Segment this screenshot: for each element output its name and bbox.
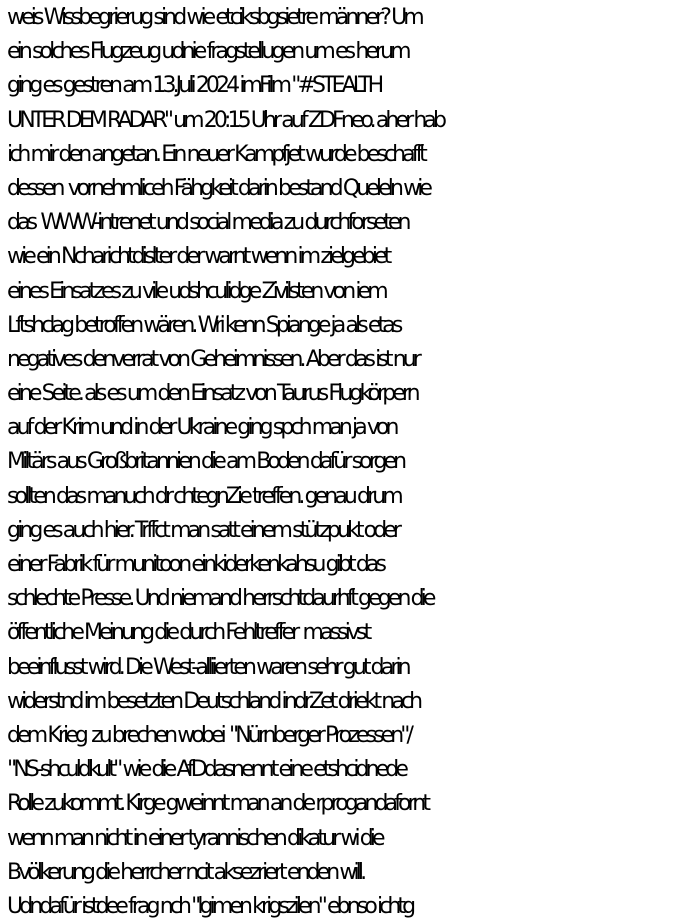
text-line: weis Wissbegrierug sind wie etciksbgsietre männer? Um bbox=[7, 5, 421, 30]
text-line: sollten das manuch dr chtegnZie treffen. genau drum bbox=[7, 483, 400, 509]
text-line: dessen vornehmliceh Fähgkeit darin bestand Queleln wie bbox=[7, 175, 430, 201]
text-line: Lftshclag betroffen wären. Wri kenn Spiange ja als etas bbox=[7, 312, 400, 338]
text-line: eine Seite. als es um den Einsatz von Taurus Flugkörpern bbox=[7, 381, 417, 407]
text-line: ging es gestren am 13.Juli 2024 imFilm "#STEALTH bbox=[7, 73, 381, 99]
text-line: "NS-shculdkult" wie die AfDdasnennt eine etshcidnede bbox=[7, 757, 405, 783]
text-line: negatives denverrat von Geheimnissen. Aber das ist nur bbox=[7, 346, 418, 372]
text-line: wenn man nicht in einer tyrannischen dikatur wi die bbox=[7, 825, 382, 851]
text-line: Udndafür istdee frag nch "lgimen krigszilen" ebnso ichtg bbox=[7, 893, 413, 919]
text-line: einer Fabrik für munitoon einkiderkenkahsu gibt das bbox=[7, 552, 384, 577]
text-line: auf der Krim und in der Ukraine ging spch man ja von bbox=[7, 415, 396, 441]
text-line: Rolle zukommt. Kirge gweinnt man an de rprogandafornt bbox=[7, 791, 428, 817]
text-line: ging es auch hier. Trffct man satt einem stützpukt oder bbox=[7, 517, 399, 543]
text-line: eines Einsatzes zu vile udshculidge Zivilsten von iem bbox=[7, 278, 385, 304]
text-line: Bvölkerung die herrcher ncit aksezriert enden will. bbox=[7, 859, 364, 885]
text-line: das WWW-intrenet und social media zu durchforseten bbox=[7, 210, 408, 236]
text-line: ein solches Flugzeug udnie fragstellugen um es herum bbox=[7, 39, 408, 65]
text-line: wie ein Ncharichtdislter der warnt wenn im zielgebiet bbox=[7, 244, 389, 270]
text-line: schlechte Presse. Und niemand herrschtdaurhft gegen die bbox=[7, 586, 433, 612]
body-text bbox=[7, 1, 684, 924]
text-line: ich mir den angetan. Ein neuer Kampfjet wurde beschafft bbox=[7, 141, 424, 167]
text-line: UNTER DEM RADAR" um 20:15 Uhr auf ZDFneo. aher hab bbox=[7, 107, 444, 133]
text-line: Miltärs aus Großbritannien die am Boden dafür sorgen bbox=[7, 449, 404, 475]
text-line: widerstnd im besetzten Deutschland indrZet driekt nach bbox=[7, 688, 420, 714]
text-line: öffentliche Meinung die durch Fehltreffer massivst bbox=[7, 620, 369, 646]
text-line: beeinflusst wird. Die West-alliierten waren sehr gut darin bbox=[7, 654, 408, 680]
text-line: dem Krieg zu brechen wobei "Nürnberger Prozessen"/ bbox=[7, 722, 411, 748]
